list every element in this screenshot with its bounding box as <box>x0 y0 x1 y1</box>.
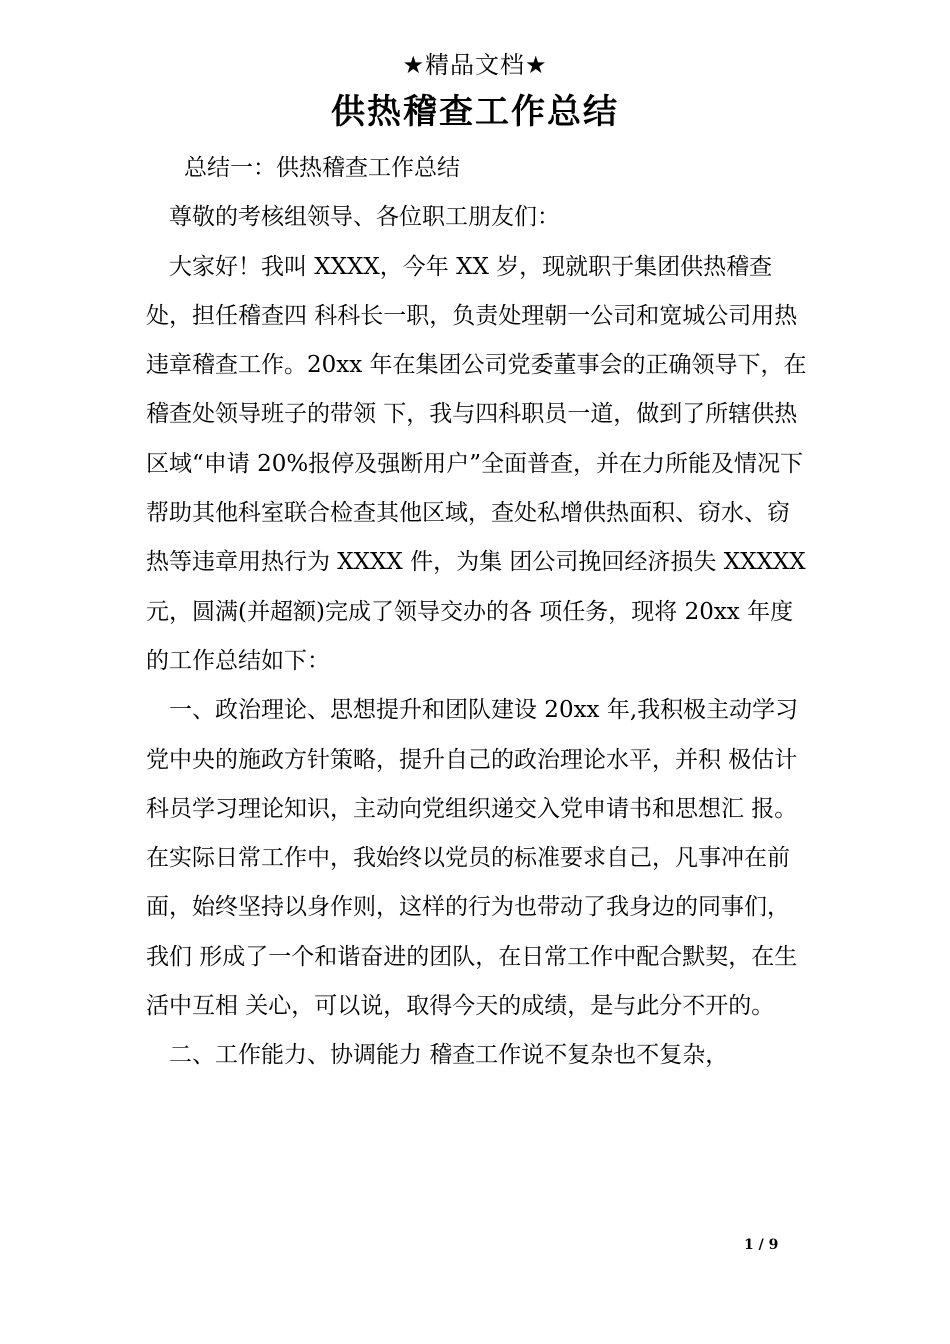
page-number: 1 / 9 <box>744 1237 779 1253</box>
page-title: 供热稽查工作总结 <box>331 92 619 132</box>
document-body <box>146 144 810 1081</box>
section-one-paragraph: 一、政治理论、思想提升和团队建设 20xx 年,我积极主动学习党中央的施政方针策略，提升自己的政治理论水平，并积 极估计科员学习理论知识，主动向党组织递交入党申请书和思想汇 报。在实际日常工作中，我始终以党员的标准要求自己，凡事冲在前 面，始终坚持以身作则，这样的行为也带动了我身边的同事们，我们 形成了一个和谐奋进的团队，在日常工作中配合默契，在生活中互相 关心，可以说，取得今天的成绩，是与此分不开的。 <box>146 697 799 1020</box>
intro-paragraph: 大家好！我叫 XXXX，今年 XX 岁，现就职于集团供热稽查处，担任稽查四 科科长一职，负责处理朝一公司和宽城公司用热违章稽查工作。20xx 年在集团公司党委董事会的正确领导下，在稽查处领导班子的带领 下，我与四科职员一道，做到了所辖供热区域“申请 20%报停及强断用户”全面普查，并在力所能及情况下帮助其他科室联合检查其他区域，查处私增供热面积、窃水、窃热等违章用热行为 XXXX 件，为集 团公司挽回经济损失 XXXXX 元，圆满(并超额)完成了领导交办的各 项任务，现将 20xx 年度的工作总结如下： <box>146 253 807 674</box>
salutation-paragraph: 尊敬的考核组领导、各位职工朋友们： <box>169 204 560 231</box>
section-two-paragraph: 二、工作能力、协调能力 稽查工作说不复杂也不复杂， <box>169 1042 729 1069</box>
header-mark: ★精品文档★ <box>402 51 548 79</box>
document-subtitle: 总结一：供热稽查工作总结 <box>184 155 460 181</box>
